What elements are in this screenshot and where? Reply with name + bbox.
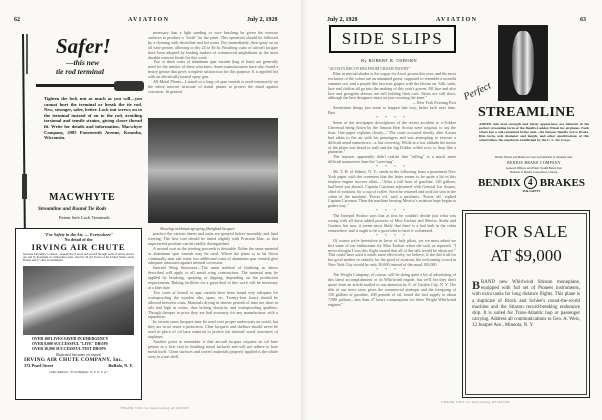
running-title: AVIATION (128, 17, 170, 23)
ad-body: ADDED side load strength and better appearance are inherent in the perfect streamline form of the Bendix-Ladden Wheel for airplanes. Each wheel has a self-contained brake unit—the famous Bendix Servo Brake. Rim form, axle diameter and length, and other specifications of this wheel follow the standards established by the U. S. Air Corps. (479, 122, 589, 143)
paragraph: Mr. T. H. of Sidney, N. Y., sends in the following from a prominent New York paper with the comment that the latter seems to be quite a bit in this fearless engine success affair—"After a full hour of gasoline, 120 gallons, had been put aboard, Captain Carranza adjourned with General Joe Amaro, chief of aviation, for a cup of coffee. Soon he returned and took his seat in the cabin of the machine. 'Power off,' said a mechanic. 'Power off,' replied Captain Carranza. Then the machine bearing Mexico's aviation hope began to gather way." (328, 169, 456, 209)
page-number: 62 (14, 17, 20, 23)
wheel-photo (498, 25, 548, 101)
drop-cap: B (472, 278, 481, 292)
paragraph: In certain cases lacquers may be used over proper undercoats on wood, but they are in no sense a protection. Clear lacquers and shellacs should never be used in place of oil base material to protect the internal wood structures of airplanes. (148, 319, 278, 340)
price: AT $9,000 (490, 246, 562, 265)
article-text-top (148, 31, 278, 95)
ad-note: Bendix Wheels and Brakes are now in production in standard sizes. (495, 155, 573, 159)
paragraph: Another point to remember is that aircraft lacquer requires an oil base primer as a first coat in finishing metal surfaces and will not adhere to bare metal itself. Clean surfaces and correct materials properly applied is the whole story in a nut shell. (148, 338, 278, 359)
bendix-logo (469, 176, 594, 189)
column-title: SIDE SLIPS (329, 25, 456, 53)
stat-line: OVER 100 LIVES SAVED IN EMERGENCY (32, 336, 109, 341)
section-divider: * * * * (376, 164, 408, 170)
photo-caption: Showing workman spraying fiberglaid lacquer. (160, 226, 236, 231)
ad-intro: has been left purely to chance—superiority of every part proved through years of severe service use and by thousands of comparative tests. Used by all Air Forces of the United States, Great Britain and 27 other Governments. (23, 252, 134, 263)
ad-headline: STREAMLINE (478, 105, 576, 120)
right-page (301, 0, 602, 420)
brand-name: IRVING AIR CHUTE (31, 242, 126, 252)
paragraph: Blue in myriad shades is the vogue for Ascot gowns this year, and the most exclusive of the colors are an unnamed green, supposed to resemble a moonlit summer sea, and a purple like luscious grapes with the bloom on. Silk, satin, lace and chiffon all go into the making of this year's gowns. All lace and also lace and georgette dresses are still holding their own. Skirts are still short, although the best designers insist on just covering the knee." (328, 70, 456, 101)
section-divider: * * * * (376, 115, 408, 121)
logo-subtitle: FOR SAFETY (522, 190, 541, 193)
for-sale-ad (462, 210, 590, 398)
ad-slogan: "For Safety in the Air, — Everywhere" (43, 232, 114, 237)
literature-note: Illustrated literature on request (55, 352, 102, 357)
paragraph: Some of the newspaper descriptions of the recent accident to a Fokker Universal being flown by the famous Bert Acosta were original, to say the least. One paper explains clearly—"The crash occurred shortly after Acosta had taken to the air with his passengers and was attempting to execute a difficult aerial manoeuvre—a fast swerving. While at a low altitude the motor of the plane was heard to stall and the big Fokker rolled over, to drop like a plummet." (328, 119, 456, 155)
issue-date: July 2, 1928 (327, 17, 358, 23)
page-number: 63 (580, 17, 586, 23)
source-credit: —New York Evening Post (412, 100, 456, 106)
brand-name: MACWHYTE (49, 192, 116, 203)
ad-headline: Safer! (56, 34, 111, 58)
section-divider: * * * * (376, 208, 408, 214)
workshop-photo (148, 118, 278, 223)
tie-rod-image (18, 34, 32, 254)
company-name: BENDIX BRAKE COMPANY (507, 161, 561, 165)
running-title: AVIATION (436, 17, 478, 23)
byline: By ROBERT R. OSBORN (361, 58, 418, 63)
ad-headline: FOR SALE (484, 222, 568, 241)
macwhyte-ad (14, 30, 142, 225)
paragraph: Sometimes things just seem to happen that way, better luck next time, Bert. (328, 105, 456, 116)
paragraph: necessary that a light sanding or wire brushing be given the exterior surfaces to produce a "tooth" for the paint. This operation should be followed by a cleaning with deoxidine and hot water. Dry immediately, then spray on an oil base primer, allowing to dry 24 to 36 hr. Finishing coats of aircraft lacquer have been adopted by leading makers of commercial amphibians as the most durable exterior finish for this work. (148, 30, 278, 60)
stat-line: OVER 8,000 SUCCESSFUL "LIVE" DROPS (32, 341, 108, 346)
bendix-ad (461, 24, 593, 204)
page-footer: THANK YOU for mentioning AVIATION (120, 406, 190, 410)
logo-emblem: 4 (524, 176, 537, 189)
ad-tagline: Streamline and Round Tie Rods (38, 206, 107, 212)
city: Buffalo, N. Y. (108, 362, 133, 368)
side-slips-column (328, 67, 456, 397)
paragraph: The Wright Company, of course, will be doing quite a bit of advertising of this latest accomplishment of its Whirlwind engine, but we'll bet they don't quote from an article mailed to our attention by E. of Garden City, N. Y. The title of our news story gives the commercial attempts and the foregoing of 150 gallons of gasoline, 200 pounds of oil, found the fuel supply to about 7,000 gallons—less than 27 hours consumption for these Wright Whirlwind engines." (328, 272, 456, 307)
section-divider: * * * * (376, 267, 408, 273)
paragraph: The reporter apparently didn't realize that "rolling" is a much more difficult manoeuver than the "swerving". (328, 154, 456, 165)
company-division: Division of Bendix Corporation, Chicago (510, 170, 558, 174)
section-divider: * * * * (376, 232, 408, 238)
ad-subhead: —this new (66, 58, 100, 67)
issue-date: July 2, 1928 (247, 17, 278, 23)
page-footer: THANK YOU for mentioning AVIATION (441, 400, 511, 404)
article-text-bottom (148, 232, 278, 360)
company-name: IRVING AIR CHUTE COMPANY, Inc. (24, 356, 123, 363)
ad-body: Tighten the lock nut as much as you will—you cannot hurt the terminal or break the tie rod. New, stronger, safer, better. Lock nut screws on to the terminal instead of on to the rod, avoiding torsional and tensile strains, giving closer thread fit. Write for details and information. Macwhyte Company, 2905 Fourteenth Avenue, Kenosha, Wisconsin. (44, 96, 142, 141)
stat-line: OVER 30,000 SUCCESSFUL TEST DROPS (32, 346, 106, 351)
ad-body: RAND new Whirlwind Stinson monoplane, equipped with full set of Pioneer instruments, with extra tanks for long distance flights. This plane is a duplicate of Brock and Schlee's round-the-world machine and the Stinson record-breaking endurance ship. It is suited for Trans-Atlantic hop or passenger carrying. Address all communications to Geo. A. Weis, 12 Juniper Ave., Mineola, N. Y. (472, 280, 580, 329)
logo-text: BENDIX (477, 176, 521, 189)
company-offices: General Offices and Plant: South Bend, Ind. (505, 166, 563, 170)
paragraph: Two or three coats of aluminum spar varnish (bag of base) are generally used for the interior of these structures. Some manufacturers have also found a heavy grease that gives complete satisfaction for this purpose. It is applied hot with an electrically heated spray gun. (148, 59, 278, 80)
paragraph: Of course we're heretofore in favor of lady pilots, yet we must admit we lost some of our enthusiasm for Miss Earhart when she said, as reported, "I never thought I was this flight started that all of the talk would be about me." This could have used it much more effectively, we believe, if she did it all for her good mother or entirely for the good of aviation, the welcoming crowd in New York City would be only 30,000 instead of the usual 100,000. (328, 237, 456, 268)
street-address: 372 Pearl Street (24, 362, 54, 368)
cable-address: Cable Address: "Irvin Buffalo, N. Y. U. S. A." (48, 369, 109, 374)
paragraph: A second coat as the riveting proceeds is desirable. Either the same material or aluminum spar varnish may be used. Where the plane is to be flown continually near salt water two additional coats of aluminum spar varnish give adequate insurance against internal corrosion. (148, 245, 278, 266)
paragraph: All-Metal Planes—Lionoil or a long oil spar varnish is used extensively on the entire interior structure of metal planes to protect the dural against corrosion. In general (148, 79, 278, 94)
section-heading: "ACOSTA RECOVERS FROM CRASH INJURY" (328, 67, 411, 71)
script-word: Perfect (462, 80, 493, 103)
irving-air-chute-ad (15, 228, 142, 400)
ad-subhead: tie rod terminal (56, 67, 104, 76)
ad-footer: Patent Safe Lock Terminals (59, 215, 110, 220)
ad-subhead: No detail of the (64, 237, 93, 242)
paragraph: The Intrepid Aviator says that at first he couldn't decide just what was wrong with all these added pictures of Miss Earhart and Messrs. Stultz and Gordon, but now it seems most likely that there is a bad leak in the cabin somewhere, and it ought to be a good idea to have it vulcanized. (328, 213, 456, 233)
terminal-image (36, 79, 146, 93)
paragraph: practice the various sheets and units are sprayed before assembly and final riveting. The first coat should be tinted slightly with Prussian blue, so that unprotected portions can be readily distinguished. (148, 231, 278, 246)
paragraph: Two coats of lionoil or spar varnish have been found very adequate for waterproofing the wooden ribs, spars, etc. Twenty-four hours should be allowed between coats. Materials drying in shorter periods of time are short in oils and high in resins, thus lacking elasticity and waterproofing qualities. Though cheaper in price they are bad economy for any manufacturer with a reputation. (148, 289, 278, 320)
paragraph: Internal Wing Structures—The same method of finishing as above described will apply to all metal wing construction. The material may be applied by brushing, spraying or dipping, depending on the production requirements. Baking facilities for a great deal of this work will be necessary at a later date. (148, 265, 278, 290)
logo-text: BRAKES (539, 176, 586, 189)
parachute-photo (23, 266, 134, 335)
